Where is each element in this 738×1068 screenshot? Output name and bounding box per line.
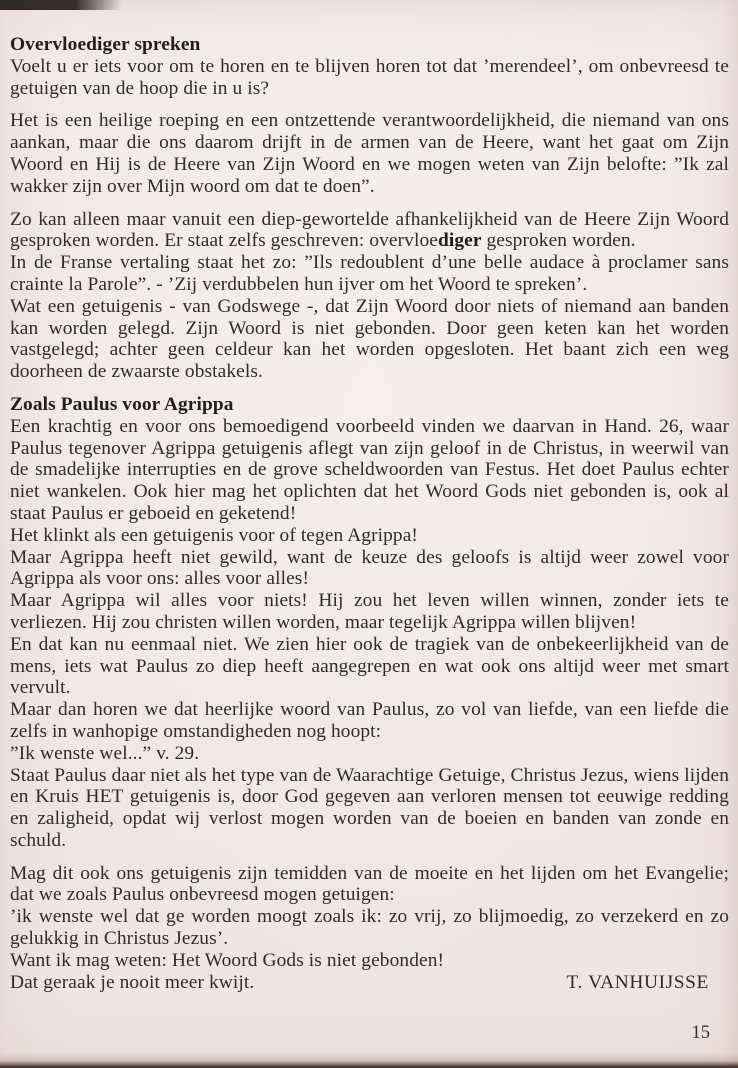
paragraph-mag-dit-ook: Mag dit ook ons getuigenis zijn temidden van de moeite en het lijden om het Evangelie; dat we zoals Paulus onbevreesd mogen getuigen:	[10, 862, 729, 906]
paragraph-woord-gods-niet-gebonden: Want ik mag weten: Het Woord Gods is niet gebonden!	[10, 949, 445, 971]
paragraph-getuigenis-godswege: Wat een getuigenis - van Godswege -, dat Zijn Woord door niets of niemand aan banden kan worden gelegd. Zijn Woord is niet gebonden. Door geen keten kan het worden vastgelegd; achter geen celdeur kan het worden opgesloten. Het baant zich een weg doorheen de zwaarste obstakels.	[10, 295, 729, 383]
paragraph-klinkt-getuigenis: Het klinkt als een getuigenis voor of tegen Agrippa!	[10, 524, 418, 546]
paragraph-intro-question: Voelt u er iets voor om te horen en te blijven horen tot dat ’merendeel’, om onbevreesd te getuigen van de hoop die in u is?	[10, 55, 729, 99]
page-content	[10, 34, 729, 993]
paragraph-overvloediger-bold: diger	[437, 230, 482, 252]
paragraph-dat-geraak-je: Dat geraak je nooit meer kwijt.	[10, 971, 255, 993]
heading-overvloediger-spreken: Overvloediger spreken	[10, 34, 201, 55]
paragraph-franse-vertaling: In de Franse vertaling staat het zo: ”Ils redoublent d’une belle audace à proclamer sans crainte la Parole”. - ’Zij verdubbelen hun ijver om het Woord te spreken’.	[10, 252, 729, 295]
closing-line	[10, 972, 729, 994]
paragraph-agrippa-niet-gewild: Maar Agrippa heeft niet gewild, want de keuze des geloofs is altijd weer zowel voor Agrippa als voor ons: alles voor alles!	[10, 546, 729, 590]
paragraph-ik-wenste-wel-v29: ”Ik wenste wel...” v. 29.	[10, 742, 200, 764]
paragraph-ik-wenste-wel-citaat: ’ik wenste wel dat ge worden moogt zoals ik: zo vrij, zo blijmoedig, zo verzekerd en zo gelukkig in Christus Jezus’.	[10, 906, 729, 950]
heading-zoals-paulus-voor-agrippa: Zoals Paulus voor Agrippa	[10, 393, 234, 415]
page-number: 15	[691, 1023, 710, 1043]
paragraph-overvloediger	[10, 209, 729, 253]
author-signature: T. VANHUIJSSE	[566, 971, 709, 993]
paragraph-tragiek-onbekeerlijkheid: En dat kan nu eenmaal niet. We zien hier ook de tragiek van de onbekeerlijkheid van de mens, iets wat Paulus zo diep heeft aangegrepen en wat ook ons altijd weer met smart vervult.	[10, 633, 729, 699]
paragraph-hand-26: Een krachtig en voor ons bemoedigend voorbeeld vinden we daarvan in Hand. 26, waar Paulus tegenover Agrippa getuigenis aflegt van zijn geloof in de Christus, in weerwil van de smadelijke interrupties en de grove scheldwoorden van Festus. Het doet Paulus echter niet wankelen. Ook hier mag het oplichten dat het Woord Gods niet gebonden is, ook al staat Paulus er geboeid en geketend!	[10, 415, 729, 524]
paragraph-overvloediger-pre: Zo kan alleen maar vanuit een diep-gewortelde afhankelijkheid van de Heere Zijn Woord gesproken worden. Er staat zelfs geschreven: overvloe	[10, 208, 729, 252]
scan-artifact-top-left	[0, 0, 122, 10]
paragraph-heerlijke-woord: Maar dan horen we dat heerlijke woord van Paulus, zo vol van liefde, van een liefde die zelfs in wanhopige omstandigheden nog hoopt:	[10, 699, 729, 742]
paragraph-agrippa-alles-voor-niets: Maar Agrippa wil alles voor niets! Hij zou het leven willen winnen, zonder iets te verliezen. Hij zou christen willen worden, maar tegelijk Agrippa willen blijven!	[10, 590, 729, 633]
paragraph-overvloediger-post: gesproken worden.	[481, 230, 636, 252]
paragraph-heilige-roeping: Het is een heilige roeping en een ontzettende verantwoordelijkheid, die niemand van ons aankan, maar die ons daarom drijft in de armen van de Heere, want het gaat om Zijn Woord en Hij is de Heere van Zijn Woord en we mogen weten van Zijn belofte: ”Ik zal wakker zijn over Mijn woord om dat te doen”.	[10, 110, 729, 197]
scan-artifact-bottom-edge	[0, 1052, 738, 1068]
paragraph-waarachtige-getuige: Staat Paulus daar niet als het type van de Waarachtige Getuige, Christus Jezus, wiens lijden en Kruis HET getuigenis is, door God gegeven aan verloren mensen tot eeuwige redding en zaligheid, opdat wij verlost mogen worden van de boeien en banden van zonde en schuld.	[10, 764, 729, 851]
